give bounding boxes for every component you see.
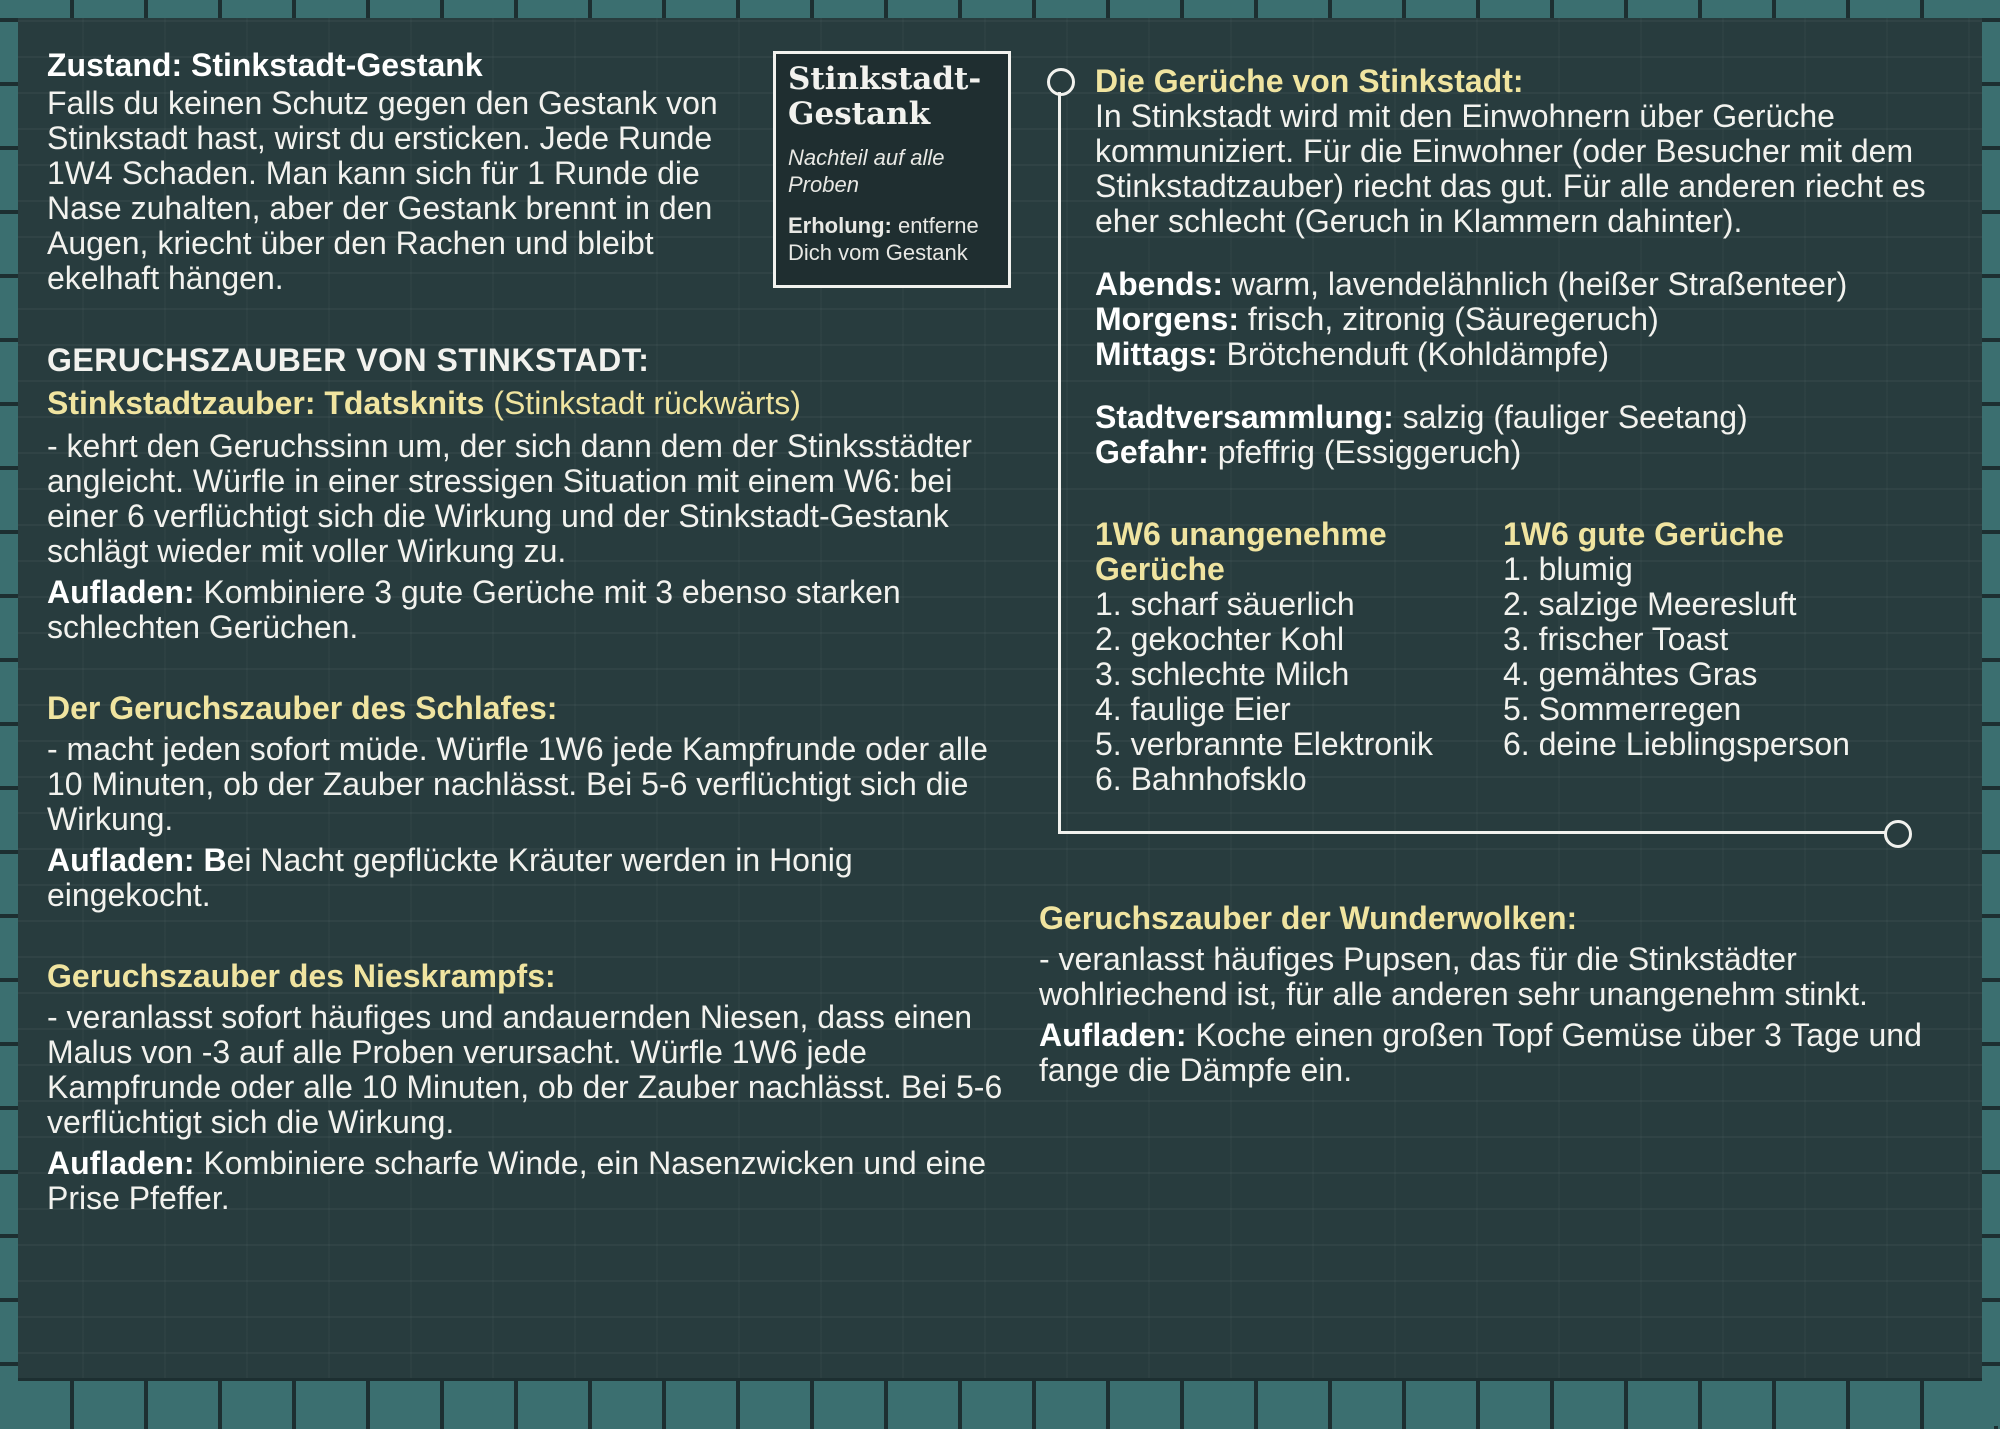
sneeze-body: - veranlasst sofort häufiges und andauernden Niesen, dass einen Malus von -3 auf alle Proben verursacht. Würfle 1W6 jede Kampfrunde oder alle 10 Minuten, ob der Zauber nachlässt. Bei 5-6 verflüchtigt sich die Wirkung. — [47, 999, 1003, 1140]
recovery-label: Erholung: — [788, 213, 892, 238]
list-item: 1. blumig — [1503, 551, 1633, 587]
tdatsknits-recharge-text: Kombiniere 3 gute Gerüche mit 3 ebenso starken schlechten Gerüchen. — [47, 574, 901, 645]
timeline-line-horizontal — [1058, 831, 1896, 834]
status-card-title-line-1: Stinkstadt- — [788, 61, 982, 97]
status-card-title-line-2: Gestank — [788, 96, 931, 132]
status-card-subtitle: Nachteil auf alle Proben — [788, 145, 945, 197]
smell-event-meeting: Stadtversammlung: salzig (fauliger Seetang) — [1095, 399, 1748, 435]
spells-section — [47, 342, 1007, 1216]
tdatsknits-title: Stinkstadtzauber: Tdatsknits — [47, 385, 485, 421]
bad-smells-title-1: 1W6 unangenehme — [1095, 516, 1387, 552]
bad-smells-table — [1095, 517, 1485, 797]
list-item: 2. salzige Meeresluft — [1503, 586, 1797, 622]
list-item: 6. deine Lieblingsperson — [1503, 726, 1850, 762]
status-heading: Zustand: Stinkstadt-Gestank — [47, 47, 483, 83]
recovery-text-2: Dich vom Gestank — [788, 240, 968, 265]
sneeze-recharge-text: Kombiniere scharfe Winde, ein Nasenzwicken und eine Prise Pfeffer. — [47, 1145, 987, 1216]
tdatsknits-title-suffix: (Stinkstadt rückwärts) — [493, 385, 801, 421]
clouds-title: Geruchszauber der Wunderwolken: — [1039, 900, 1578, 936]
smell-time-morning: Morgens: frisch, zitronig (Säuregeruch) — [1095, 301, 1659, 337]
sleep-recharge-label: Aufladen: B — [47, 842, 227, 878]
status-card — [773, 51, 1011, 288]
list-item: 3. schlechte Milch — [1095, 656, 1350, 692]
brick-border-bottom — [0, 1378, 2000, 1429]
brick-border-left — [0, 0, 18, 1426]
smells-title: Die Gerüche von Stinkstadt: — [1095, 63, 1524, 99]
list-item: 6. Bahnhofsklo — [1095, 761, 1307, 797]
good-smells-title: 1W6 gute Gerüche — [1503, 516, 1784, 552]
clouds-recharge-label: Aufladen: — [1039, 1017, 1187, 1053]
smell-time-evening: Abends: warm, lavendelähnlich (heißer Straßenteer) — [1095, 266, 1848, 302]
list-item: 4. gemähtes Gras — [1503, 656, 1758, 692]
list-item: 1. scharf säuerlich — [1095, 586, 1355, 622]
spells-section-title: GERUCHSZAUBER VON STINKSTADT: — [47, 342, 650, 378]
clouds-body: - veranlasst häufiges Pupsen, das für die Stinkstädter wohlriechend ist, für alle anderen sehr unangenehm stinkt. — [1039, 941, 1868, 1012]
status-card-recovery — [788, 212, 996, 266]
clouds-recharge — [1039, 1018, 1939, 1088]
sleep-recharge — [47, 843, 927, 913]
timeline-node-start — [1047, 68, 1075, 96]
clouds-recharge-text: Koche einen großen Topf Gemüse über 3 Tage und fange die Dämpfe ein. — [1039, 1017, 1922, 1088]
status-body: Falls du keinen Schutz gegen den Gestank von Stinkstadt hast, wirst du ersticken. Jede Runde 1W4 Schaden. Man kann sich für 1 Runde die Nase zuhalten, aber der Gestank brennt in den Augen, kriecht über den Rachen und bleibt ekelhaft hängen. — [47, 85, 718, 296]
tdatsknits-body: - kehrt den Geruchssinn um, der sich dann dem der Stinksstädter angleicht. Würfle in einer stressigen Situation mit einem W6: bei einer 6 verflüchtigt sich die Wirkung und der Stinkstadt-Gestank schlägt wieder mit voller Wirkung zu. — [47, 428, 972, 569]
sleep-recharge-text: ei Nacht gepflückte Kräuter werden in Honig eingekocht. — [47, 842, 853, 913]
status-section — [47, 48, 762, 296]
list-item: 2. gekochter Kohl — [1095, 621, 1345, 657]
tdatsknits-title-line — [47, 386, 1007, 421]
smell-time-noon: Mittags: Brötchenduft (Kohldämpfe) — [1095, 336, 1609, 372]
timeline-line-vertical — [1058, 92, 1061, 834]
list-item: 4. faulige Eier — [1095, 691, 1291, 727]
tdatsknits-recharge — [47, 575, 987, 645]
good-smells-table — [1503, 517, 1943, 762]
brick-border-top — [0, 0, 2000, 18]
timeline-node-end — [1884, 820, 1912, 848]
brick-border-right — [1982, 0, 2000, 1426]
list-item: 3. frischer Toast — [1503, 621, 1729, 657]
recovery-text-1: entferne — [898, 213, 979, 238]
sleep-body: - macht jeden sofort müde. Würfle 1W6 jede Kampfrunde oder alle 10 Minuten, ob der Zauber nachlässt. Bei 5-6 verflüchtigt sich die Wirkung. — [47, 731, 988, 837]
sneeze-recharge-label: Aufladen: — [47, 1145, 195, 1181]
tdatsknits-recharge-label: Aufladen: — [47, 574, 195, 610]
clouds-spell-section — [1039, 901, 1939, 1088]
smells-section — [1095, 64, 1975, 470]
smells-intro: In Stinkstadt wird mit den Einwohnern über Gerüche kommuniziert. Für die Einwohner (oder Besucher mit dem Stinkstadtzauber) riecht das gut. Für alle anderen riecht es eher schlecht (Geruch in Klammern dahinter). — [1095, 98, 1926, 239]
bad-smells-title-2: Gerüche — [1095, 551, 1225, 587]
sneeze-title: Geruchszauber des Nieskrampfs: — [47, 958, 556, 994]
sleep-title: Der Geruchszauber des Schlafes: — [47, 690, 558, 726]
list-item: 5. verbrannte Elektronik — [1095, 726, 1433, 762]
list-item: 5. Sommerregen — [1503, 691, 1742, 727]
sneeze-recharge — [47, 1146, 987, 1216]
smell-event-danger: Gefahr: pfeffrig (Essiggeruch) — [1095, 434, 1522, 470]
